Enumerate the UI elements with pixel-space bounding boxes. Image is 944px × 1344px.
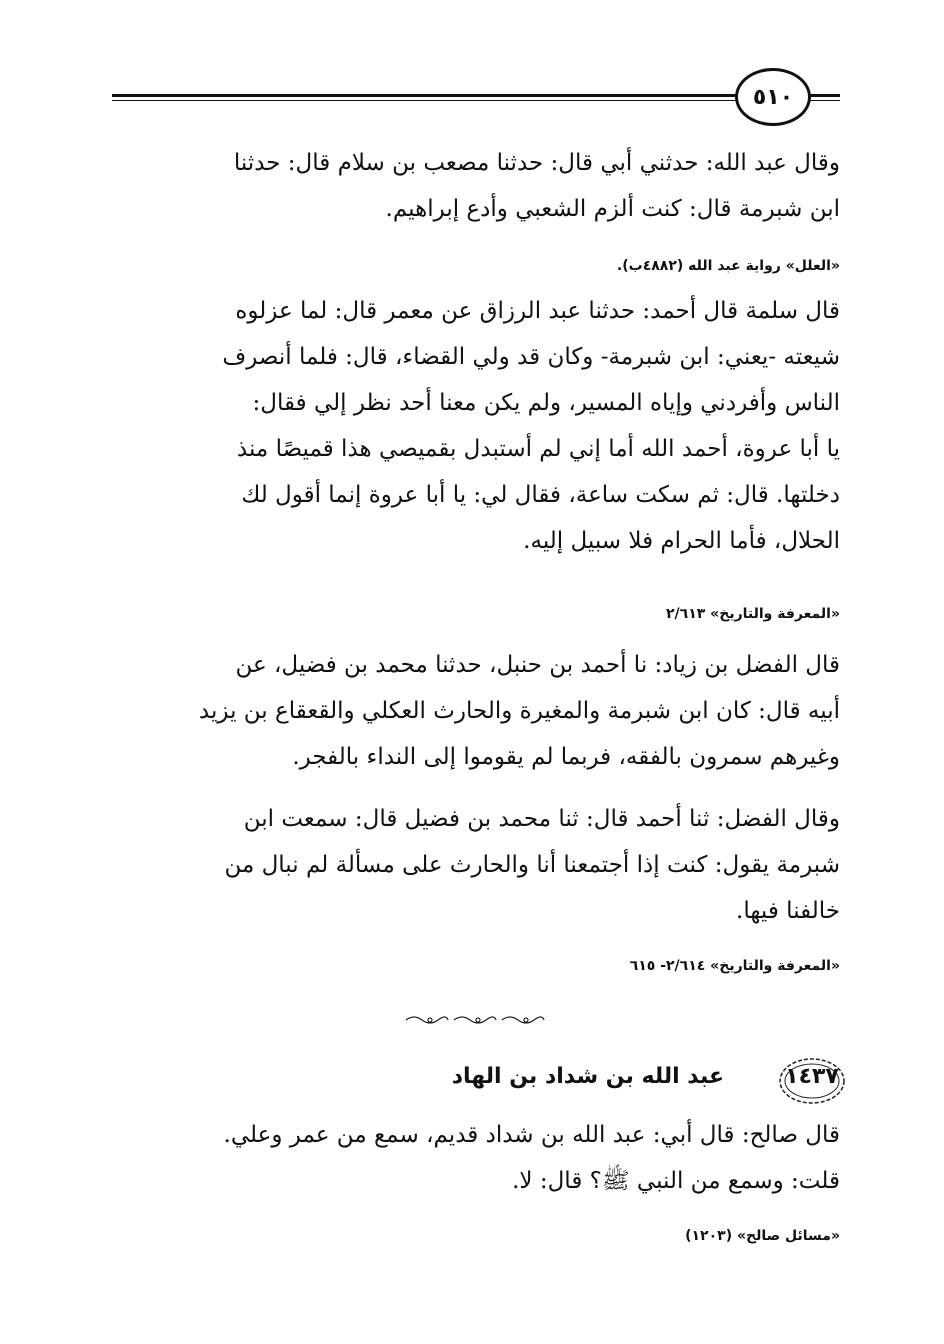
text-line: الحلال، فأما الحرام فلا سبيل إليه. [523, 528, 840, 554]
paragraph [104, 1112, 840, 1204]
header-rule [112, 94, 742, 97]
source-citation: «المعرفة والتاريخ» ٢/٦١٤- ٦١٥ [629, 958, 840, 974]
entry-number: ١٤٣٧ [785, 1064, 839, 1089]
text-line: وغيرهم سمرون بالفقه، فربما لم يقوموا إلى النداء بالفجر. [292, 744, 840, 770]
text-line: وقال عبد الله: حدثني أبي قال: حدثنا مصعب بن سلام قال: حدثنا [233, 150, 840, 176]
header-rule-thin [112, 100, 742, 101]
ornament-divider-icon [402, 1014, 552, 1026]
source-citation: «العلل» رواية عبد الله (٤٨٨٢ب). [616, 258, 840, 274]
text-line: دخلتها. قال: ثم سكت ساعة، فقال لي: يا أبا عروة إنما أقول لك [241, 482, 840, 508]
paragraph [104, 140, 840, 232]
source-citation: «المعرفة والتاريخ» ٢/٦١٣ [666, 606, 840, 622]
text-line: قال الفضل بن زياد: نا أحمد بن حنبل، حدثنا محمد بن فضيل، عن [235, 652, 840, 678]
text-line: ابن شبرمة قال: كنت ألزم الشعبي وأدع إبراهيم. [385, 196, 840, 222]
text-line: قلت: وسمع من النبي ﷺ؟ قال: لا. [512, 1168, 840, 1194]
text-line: يا أبا عروة، أحمد الله أما إني لم أستبدل بقميصي هذا قميصًا منذ [236, 436, 840, 462]
text-line: شيعته -يعني: ابن شبرمة- وكان قد ولي القضاء، قال: فلما أنصرف [222, 344, 840, 370]
text-line: قال صالح: قال أبي: عبد الله بن شداد قديم، سمع من عمر وعلي. [223, 1122, 840, 1148]
text-line: شبرمة يقول: كنت إذا أجتمعنا أنا والحارث على مسألة لم نبال من [224, 852, 840, 878]
text-line: خالفنا فيها. [736, 898, 840, 924]
paragraph [104, 642, 840, 780]
text-line: وقال الفضل: ثنا أحمد قال: ثنا محمد بن فضيل قال: سمعت ابن [243, 806, 840, 832]
paragraph [104, 796, 840, 934]
page-number: ٥١٠ [735, 68, 811, 126]
paragraph [104, 288, 840, 564]
entry-title: عبد الله بن شداد بن الهاد [451, 1064, 724, 1089]
text-line: أبيه قال: كان ابن شبرمة والمغيرة والحارث العكلي والقعقاع بن يزيد [198, 698, 840, 724]
source-citation: «مسائل صالح» (١٢٠٣) [685, 1228, 840, 1244]
text-line: قال سلمة قال أحمد: حدثنا عبد الرزاق عن معمر قال: لما عزلوه [235, 298, 840, 324]
text-line: الناس وأفردني وإياه المسير، ولم يكن معنا أحد نظر إلي فقال: [252, 390, 840, 416]
